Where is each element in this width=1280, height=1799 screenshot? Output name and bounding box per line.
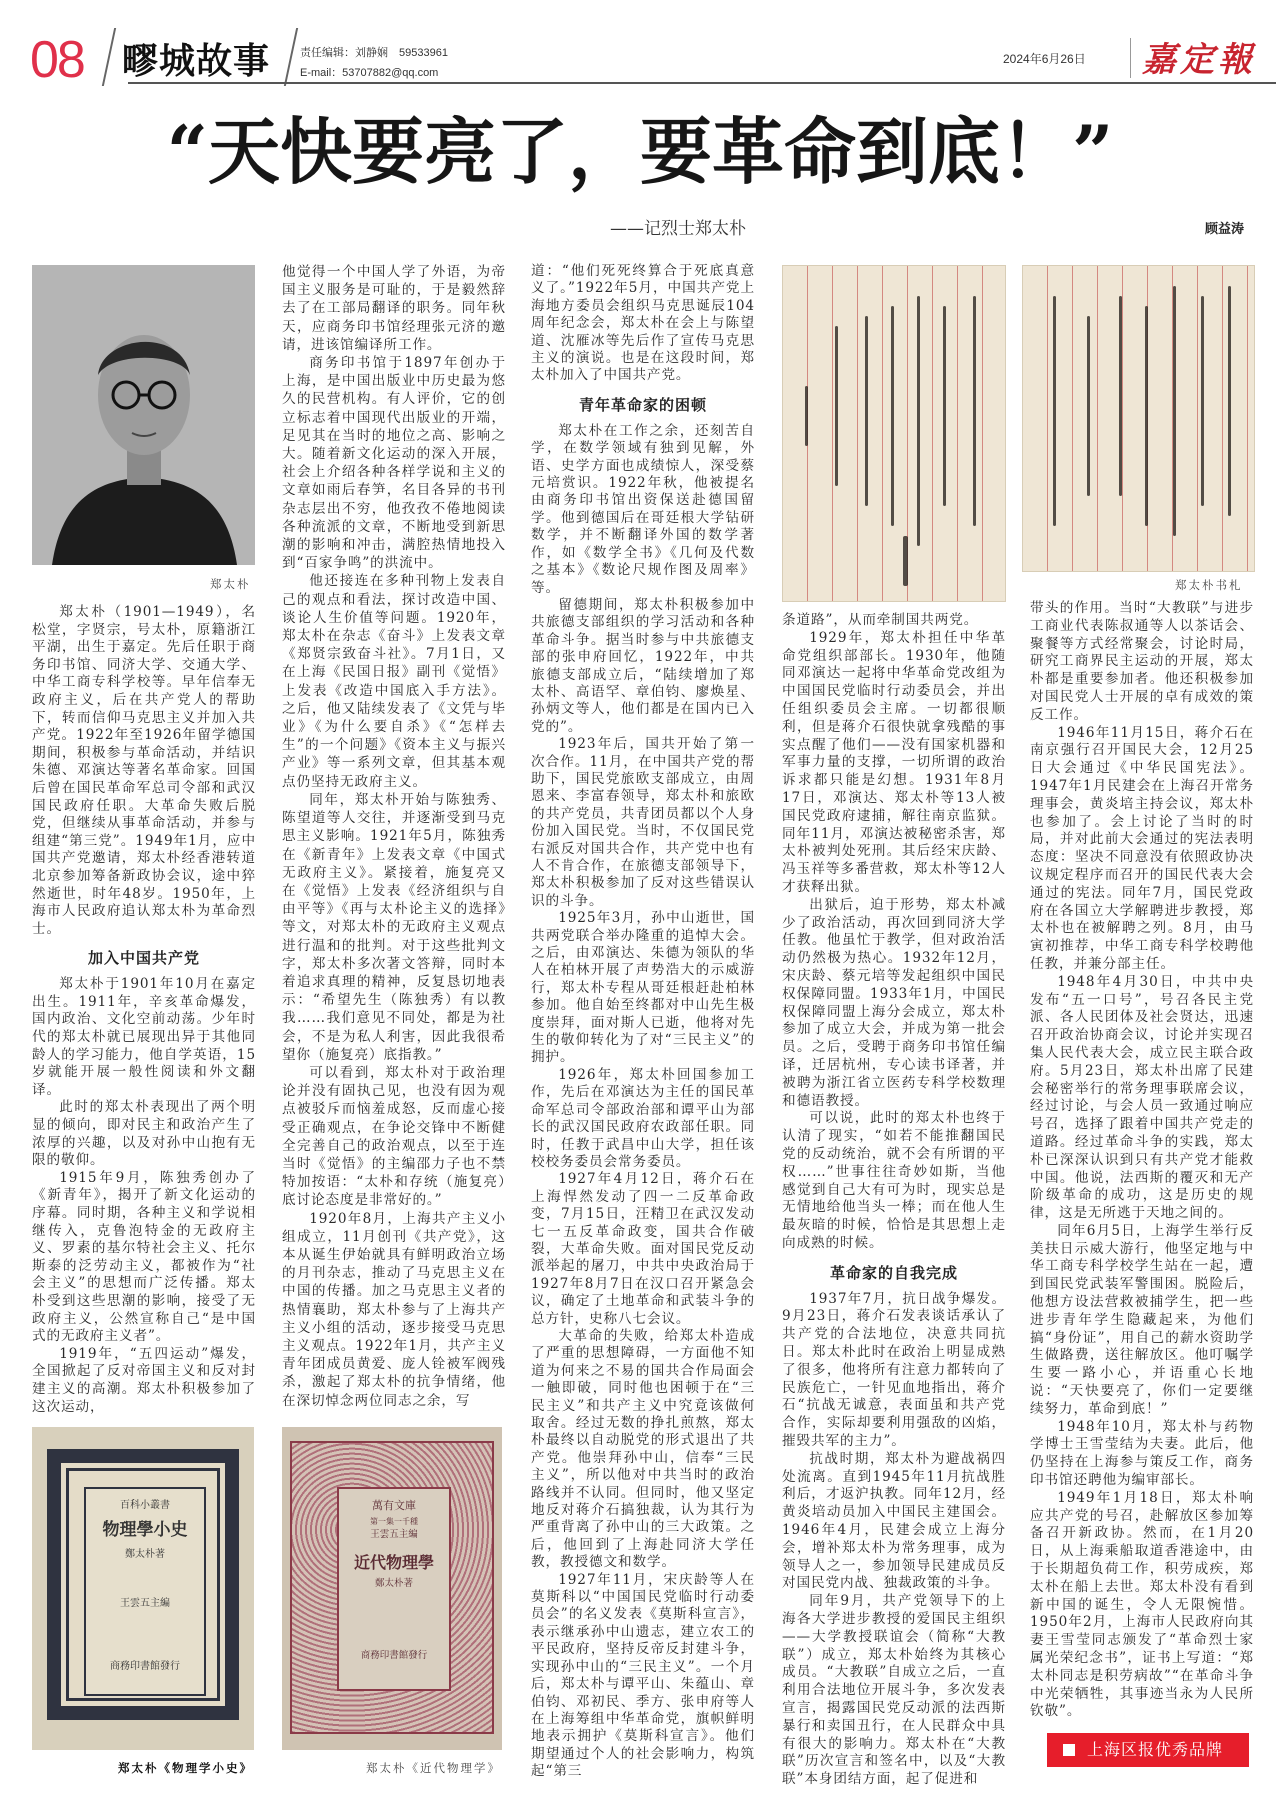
body-paragraph: 1919年，“五四运动”爆发，全国掀起了反对帝国主义和反对封建主义的高潮。郑太朴积极参加了这次运动， bbox=[32, 1345, 256, 1415]
book1-author: 鄭太朴著 bbox=[125, 1549, 165, 1560]
newspaper-logo: 嘉定報 bbox=[1142, 40, 1256, 80]
continued-paragraph: 带头的作用。当时“大教联”与进步工商业代表陈叔通等人以茶话会、聚餐等方式经常聚会，讨论时局，研究工商界民主运动的开展，郑太朴都是重要参加者。他还积极参加对国民党人士开展的卓有成效的策反工作。 bbox=[1030, 600, 1254, 723]
body-paragraph: 1937年7月，抗日战争爆发。9月23日，蒋介石发表谈话承认了共产党的合法地位，决意共同抗日。郑太朴此时在政治上明显成熟了很多，他将所有注意力都转向了民族危亡，一针见血地指出，蒋介石“抗战无诚意，表面虽和共产党合作，实际却要利用强敌的凶焰，摧毁共军的主力”。 bbox=[782, 1290, 1006, 1450]
body-paragraph: 他还接连在多种刊物上发表自己的观点和看法，探讨改造中国、谈论人生价值等问题。1920年，郑太朴在杂志《奋斗》上发表文章《郑贤宗致奋斗社》。7月1日，又在上海《民国日报》副刊《觉悟》上发表《改造中国底入手方法》。之后，他又陆续发表了《文凭与毕业》《为什么要自杀》《“怎样去生”的一个问题》《资本主义与振兴产业》等一系列文章，但其基本观点仍坚持无政府主义。 bbox=[282, 573, 506, 790]
book2-series: 萬有文庫 bbox=[372, 1499, 416, 1512]
section-title: 疁城故事 bbox=[122, 40, 271, 82]
column-3 bbox=[531, 263, 755, 1781]
column-5 bbox=[1030, 600, 1254, 1721]
brand-banner bbox=[1047, 1733, 1249, 1767]
body-paragraph: 可以看到，郑太朴对于政治理论并没有固执己见，也没有因为观点被驳斥而恼羞成怒，反而虚心接受正确观点，在争论交锋中不断健全完善自己的政治观点，以至于连当时《觉悟》的主编邵力子也不禁特加按语：“太朴和存统（施复亮）底讨论态度是非常好的。” bbox=[282, 1064, 506, 1209]
column-2 bbox=[282, 263, 506, 1410]
body-paragraph: 1948年10月，郑太朴与药物学博士王雪莹结为夫妻。此后，他仍坚持在上海参与策反工作，商务印书馆还聘他为编审部长。 bbox=[1030, 1418, 1254, 1489]
masthead-divider bbox=[284, 28, 298, 86]
body-paragraph: 1948年4月30日，中共中央发布“五一口号”，号召各民主党派、各人民团体及社会贤达，迅速召开政治协商会议，讨论并实现召集人民代表大会，成立民主联合政府。5月23日，郑太朴出席了民建会秘密举行的常务理事联席会议，经过讨论，与会人员一致通过响应号召，选择了跟着中国共产党走的道路。经过革命斗争的实践，郑太朴已深深认识到只有共产党才能救中国。他说，法西斯的覆灭和无产阶级革命的成功，这是历史的规律，这是无所逃于天地之间的。 bbox=[1030, 973, 1254, 1222]
body-paragraph: 1923年后，国共开始了第一次合作。11月，在中国共产党的帮助下，国民党旅欧支部成立，由周恩来、李富春领导，郑太朴和旅欧的共产党员，共青团员都以个人身份加入国民党。当时，不仅国民党右派反对国共合作，共产党中也有人不肯合作，在旅德支部领导下，郑太朴积极参加了反对这些错误认识的斗争。 bbox=[531, 736, 755, 909]
body-paragraph: 1929年，郑太朴担任中华革命党组织部部长。1930年，他随同邓演达一起将中华革命党改组为中国国民党临时行动委员会，并出任组织委员会主席。一切都很顺利，但是蒋介石很快就拿残酷的事实点醒了他们——没有国家机器和军事力量的支撑，一切所谓的政治诉求都只能是幻想。1931年8月17日，邓演达、郑太朴等13人被国民党政府逮捕，解往南京监狱。同年11月，邓演达被秘密杀害，郑太朴被判处死刑。其后经宋庆龄、冯玉祥等多番营救，郑太朴等12人才获释出狱。 bbox=[782, 629, 1006, 895]
portrait-photo bbox=[32, 265, 255, 565]
book1-caption: 郑太朴《物理学小史》 bbox=[118, 1761, 253, 1775]
letter-image-2 bbox=[1022, 265, 1255, 572]
body-paragraph: 同年，郑太朴开始与陈独秀、陈望道等人交往，并逐渐受到马克思主义影响。1921年5月，陈独秀在《新青年》上发表文章《中国式无政府主义》。紧接着，施复亮又在《觉悟》上发表《经济组织与自由平等》《再与太朴论主义的选择》等文，对郑太朴的无政府主义观点进行温和的批判。对于这些批判文字，郑太朴多次著文答辩，同时本着追求真理的精神，反复恳切地表示：“希望先生（陈独秀）有以教我……我们意见不同处，都是为社会，不是为私人利害，因此我很希望你（施复亮）底指教。” bbox=[282, 791, 506, 1063]
body-paragraph: 商务印书馆于1897年创办于上海，是中国出版业中历史最为悠久的民营机构。有人评价，它的创立标志着中国现代出版业的开端，足见其在当时的地位之高、影响之大。随着新文化运动的深入开展，社会上介绍各种各样学说和主义的文章如雨后春笋，名目各异的书刊杂志层出不穷，他孜孜不倦地阅读各种流派的文章，不断地受到新思潮的影响和冲击，满腔热情地投入到“百家争鸣”的洪流中。 bbox=[282, 355, 506, 572]
brand-banner-label: 上海区报优秀品牌 bbox=[1087, 1740, 1224, 1759]
masthead-divider bbox=[1130, 38, 1131, 78]
body-paragraph: 出狱后，迫于形势，郑太朴减少了政治活动，再次回到同济大学任教。他虽忙于教学，但对政治活动仍然极为热心。1932年12月，宋庆龄、蔡元培等发起组织中国民权保障同盟。1933年1月，中国民权保障同盟上海分会成立，郑太朴参加了成立大会，并成为第一批会员。之后，受聘于商务印书馆任编译，迁居杭州，专心读书译著，并被聘为浙江省立医药专科学校数理和德语教授。 bbox=[782, 896, 1006, 1109]
body-paragraph: 1927年4月12日，蒋介石在上海悍然发动了四一二反革命政变，7月15日，汪精卫在武汉发动七一五反革命政变，国共合作破裂，大革命失败。面对国民党反动派举起的屠刀，中共中央政治局于1927年8月7日在汉口召开紧急会议，确定了土地革命和武装斗争的总方针，史称八七会议。 bbox=[531, 1171, 755, 1327]
article-title: “天快要亮了，要革命到底！” bbox=[166, 109, 1114, 194]
body-paragraph: 留德期间，郑太朴积极参加中共旅德支部组织的学习活动和各种革命斗争。据当时参与中共旅德支部的张申府回忆，1922年，中共旅德支部成立后，“陆续增加了郑太朴、高语罕、章伯钧、廖焕星、孙炳文等人，他们都是在国内已入党的”。 bbox=[531, 596, 755, 735]
book2-caption: 郑太朴《近代物理学》 bbox=[366, 1761, 501, 1775]
body-paragraph: 此时的郑太朴表现出了两个明显的倾向，即对民主和政治产生了浓厚的兴趣，以及对孙中山抱有无限的敬仰。 bbox=[32, 1099, 256, 1169]
editor-info: 责任编辑：刘静娴 59533961 bbox=[300, 47, 448, 59]
body-paragraph: 1927年11月，宋庆龄等人在莫斯科以“中国国民党临时行动委员会”的名义发表《莫斯科宣言》，表示继承孙中山遗志，建立农工的平民政府，坚持反帝反封建斗争，实现孙中山的“三民主义”。一个月后，郑太朴与谭平山、朱蕴山、章伯钧、邓初民、季方、张申府等人在上海筹组中华革命党，旗帜鲜明地表示拥护《莫斯科宣言》。他们期望通过个人的社会影响力，构筑起“第三 bbox=[531, 1571, 755, 1780]
column-1 bbox=[32, 604, 256, 1416]
body-paragraph: 1946年11月15日，蒋介石在南京强行召开国民大会，12月25日大会通过《中华民国宪法》。1947年1月民建会在上海召开常务理事会，黄炎培主持会议，郑太朴也参加了。会上讨论了当时的时局，并对此前大会通过的宪法表明态度：坚决不同意没有依照政协决议规定程序而召开的国民代表大会通过的宪法。同年7月，国民党政府在各国立大学解聘进步教授，郑太朴也在被解聘之列。8月，由马寅初推荐，中华工商专科学校聘他任教，并兼分部主任。 bbox=[1030, 724, 1254, 972]
subheading: 青年革命家的困顿 bbox=[578, 395, 707, 414]
column-4 bbox=[782, 612, 1006, 1789]
body-paragraph: 郑太朴在工作之余，还刻苦自学，在数学领域有独到见解，外语、史学方面也成绩惊人，深受蔡元培赏识。1922年秋，他被提名由商务印书馆出资保送赴德国留学。他到德国后在哥廷根大学钻研数学，并不断翻译外国的数学著作，如《数学全书》《几何及代数之基本》《数论尺规作图及周率》等。 bbox=[531, 422, 755, 596]
letter-image-1 bbox=[782, 265, 1006, 602]
book2-publisher: 商務印書館發行 bbox=[360, 1650, 428, 1661]
portrait-caption: 郑太朴 bbox=[210, 577, 251, 591]
continued-paragraph: 道：“他们死死终算合于死底真意义了。”1922年5月，中国共产党上海地方委员会组织马克思诞辰104周年纪念会，郑太朴在会上与陈望道、沈雁冰等先后作了宣传马克思主义的演说。也是在这段时间，郑太朴加入了中国共产党。 bbox=[531, 263, 755, 384]
continued-paragraph: 他觉得一个中国人学了外语，为帝国主义服务是可耻的，于是毅然辞去了在工部局翻译的职务。同年秋天，应商务印书馆经理张元济的邀请，进该馆编译所工作。 bbox=[282, 264, 506, 353]
intro-paragraph: 郑太朴（1901—1949），名松堂，字贤宗，号太朴，原籍浙江平湖，出生于嘉定。先后任职于商务印书馆、同济大学、交通大学、中华工商专科学校等。早年信奉无政府主义，后在共产党人的帮助下，转而信仰马克思主义并加入共产党。1922年至1926年留学德国期间，积极参与革命活动，并结识朱德、邓演达等著名革命家。回国后曾在国民革命军总司令部和武汉国民政府任职。大革命失败后脱党，但继续从事革命活动，并参与组建“第三党”。1949年1月，应中国共产党邀请，郑太朴经香港转道北京参加筹备新政协会议，途中猝然逝世，时年48岁。1950年，上海市人民政府追认郑太朴为革命烈士。 bbox=[32, 604, 256, 937]
body-paragraph: 1925年3月，孙中山逝世，国共两党联合举办隆重的追悼大会。之后，由邓演达、朱德为领队的华人在柏林开展了声势浩大的示威游行，郑太朴专程从哥廷根赶赴柏林参加。他自始至终都对中山先生极度崇拜，面对斯人已逝，他将对先生的敬仰转化为了对“三民主义”的拥护。 bbox=[531, 910, 755, 1066]
body-paragraph: 可以说，此时的郑太朴也终于认清了现实，“如若不能推翻国民党的反动统治，就不会有所谓的平权……”世事往往奇妙如斯，当他感觉到自己大有可为时，现实总是无情地给他当头一棒；而在他人生最灰暗的时候，恰恰是其思想上走向成熟的时候。 bbox=[782, 1110, 1006, 1251]
body-paragraph: 郑太朴于1901年10月在嘉定出生。1911年，辛亥革命爆发，国内政治、文化空前动荡。少年时代的郑太朴就已展现出异于其他同龄人的学习能力，他自学英语，15岁就能开展一般性阅读和外文翻译。 bbox=[32, 976, 256, 1098]
masthead-divider bbox=[102, 28, 116, 86]
book2-editor: 王雲五主編 bbox=[370, 1529, 418, 1540]
square-icon bbox=[1063, 1744, 1075, 1756]
body-paragraph: 1915年9月，陈独秀创办了《新青年》，揭开了新文化运动的序幕。同时期，各种主义和学说相继传入，克鲁泡特金的无政府主义、罗素的基尔特社会主义、托尔斯泰的泛劳动主义，都被作为“社会主义”的思想而广泛传播。郑太朴受到这些思潮的影响，接受了无政府主义，公然宣称自己“是中国式的无政府主义者”。 bbox=[32, 1169, 256, 1345]
book1-editor: 王雲五主編 bbox=[120, 1598, 170, 1609]
subheading: 加入中国共产党 bbox=[87, 949, 200, 968]
article-subtitle: ——记烈士郑太朴 bbox=[610, 219, 746, 239]
article-author: 顾益涛 bbox=[1205, 222, 1245, 237]
book2-title: 近代物理學 bbox=[353, 1553, 434, 1572]
letters-caption: 郑太朴书札 bbox=[1175, 578, 1243, 592]
book2-sub: 第一集一千種 bbox=[370, 1517, 418, 1526]
portrait-figure-icon bbox=[32, 265, 255, 565]
book-cover-physics-history bbox=[32, 1427, 254, 1750]
body-paragraph: 抗战时期，郑太朴为避战祸四处流离。直到1945年11月抗战胜利后，才返沪执教。同年12月，经黄炎培动员加入中国民主建国会。1946年4月，民建会成立上海分会，增补郑太朴为常务理事，成为领导人之一，参加领导民建成员反对国民党内战、独裁政策的斗争。 bbox=[782, 1450, 1006, 1592]
editor-email: E-mail：53707882@qq.com bbox=[300, 67, 439, 79]
continued-paragraph: 条道路”，从而牵制国共两党。 bbox=[782, 612, 979, 628]
body-paragraph: 1920年8月，上海共产主义小组成立，11月创刊《共产党》，这本从诞生伊始就具有鲜明政治立场的月刊杂志，推动了马克思主义在中国的传播。加之马克思主义者的热情襄助，郑太朴参与了上海共产主义小组的活动，逐步接受马克思主义观点。1922年1月，共产主义青年团成员黄爱、庞人铨被军阀残杀，激起了郑太朴的抗争情绪，他在深切悼念两位同志之余，写 bbox=[282, 1210, 506, 1409]
body-paragraph: 1949年1月18日，郑太朴响应共产党的号召，赴解放区参加筹备召开新政协。然而，在1月20日，从上海乘船取道香港途中，由于长期超负荷工作，积劳成疾，郑太朴在船上去世。郑太朴没有看到新中国的诞生，令人无限惋惜。1950年2月，上海市人民政府向其妻王雪莹同志颁发了“革命烈士家属光荣纪念书”，证书上写道：“郑太朴同志是积劳病故”“在革命斗争中光荣牺牲，其事迹当永为人民所钦敬”。 bbox=[1030, 1489, 1254, 1720]
book1-publisher: 商務印書館發行 bbox=[110, 1661, 180, 1672]
book2-author: 鄭太朴著 bbox=[374, 1578, 413, 1589]
subheading: 革命家的自我完成 bbox=[829, 1263, 958, 1282]
page-number: 08 bbox=[30, 31, 84, 89]
body-paragraph: 同年9月，共产党领导下的上海各大学进步教授的爱国民主组织——大学教授联谊会（简称“大教联”）成立，郑太朴始终为其核心成员。“大教联”自成立之后，一直利用合法地位开展斗争，多次发表宣言，揭露国民党反动派的法西斯暴行和卖国丑行，在人民群众中具有很大的影响力。郑太朴在“大教联”历次宣言和签名中，以及“大教联”本身团结方面，起了促进和 bbox=[782, 1593, 1006, 1788]
body-paragraph: 大革命的失败，给郑太朴造成了严重的思想障碍，一方面他不知道为何来之不易的国共合作局面会一触即破，同时他也困顿于在“三民主义”和共产主义中究竟该做何取舍。经过无数的挣扎煎熬，郑太朴最终以自动脱党的形式退出了共产党。他崇拜孙中山，信奉“三民主义”，所以他对中共当时的政治路线并不认同。但同时，他又坚定地反对蒋介石搞独裁，认为其行为严重背离了孙中山的三大政策。之后，他回到了上海赴同济大学任教，教授德文和数学。 bbox=[531, 1327, 755, 1571]
book1-title: 物理學小史 bbox=[102, 1520, 188, 1540]
body-paragraph: 同年6月5日，上海学生举行反美扶日示威大游行，他坚定地与中华工商专科学校学生站在一起，遭到国民党武装军警围困。脱险后，他想方设法营救被捕学生，把一些进步青年学生隐藏起来，为他们搞“身份证”，用自己的薪水资助学生做路费，送往解放区。他叮嘱学生要一路小心，并语重心长地说：“天快要亮了，你们一定要继续努力，革命到底！” bbox=[1030, 1222, 1254, 1417]
header-rule bbox=[128, 82, 1276, 84]
book-cover-modern-physics bbox=[282, 1427, 502, 1750]
issue-date: 2024年6月26日 bbox=[1003, 52, 1086, 66]
body-paragraph: 1926年，郑太朴回国参加工作，先后在邓演达为主任的国民革命军总司令部政治部和谭平山为部长的武汉国民政府农政部任职。同时，任教于武昌中山大学，担任该校校务委员会常务委员。 bbox=[531, 1066, 755, 1170]
book1-series: 百科小叢書 bbox=[120, 1500, 170, 1511]
